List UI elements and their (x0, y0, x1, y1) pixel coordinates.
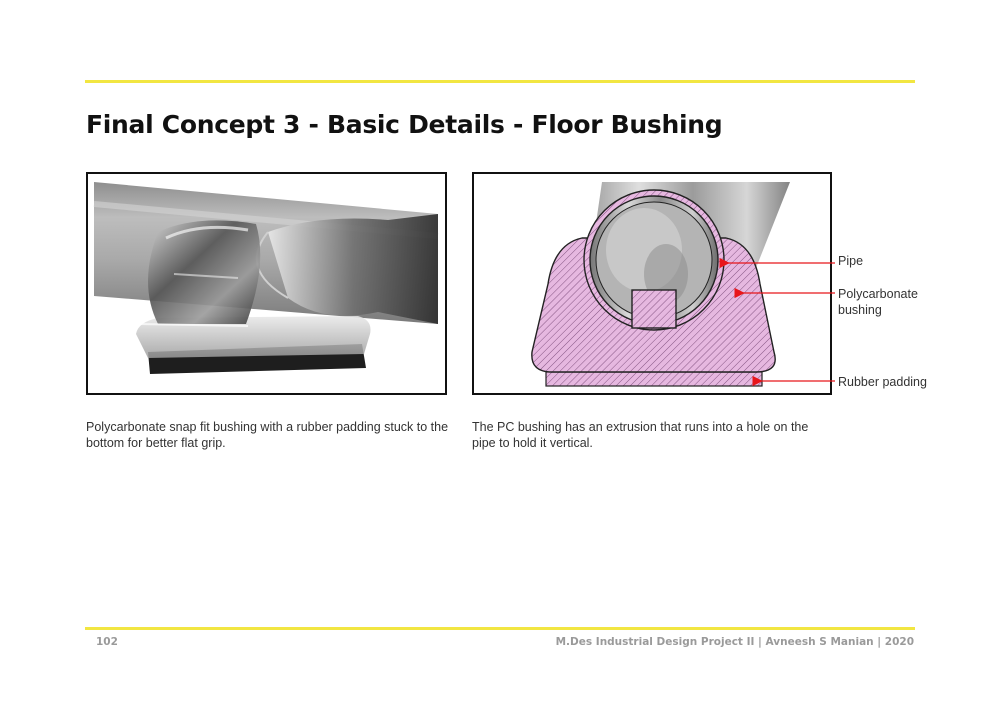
page-title: Final Concept 3 - Basic Details - Floor Bushing (86, 110, 723, 139)
page-number: 102 (96, 636, 118, 648)
footer-credit: M.Des Industrial Design Project II | Avneesh S Manian | 2020 (555, 636, 914, 648)
bushing-label: Polycarbonate bushing (838, 287, 918, 317)
right-figure-caption: The PC bushing has an extrusion that runs into a hole on the pipe to hold it vertical. (472, 420, 809, 450)
bottom-rule (85, 627, 915, 630)
pipe-label: Pipe (838, 254, 864, 268)
left-figure-caption: Polycarbonate snap fit bushing with a rubber padding stuck to the bottom for better flat grip. (86, 420, 449, 450)
rubber-padding-label: Rubber padding (838, 375, 927, 389)
